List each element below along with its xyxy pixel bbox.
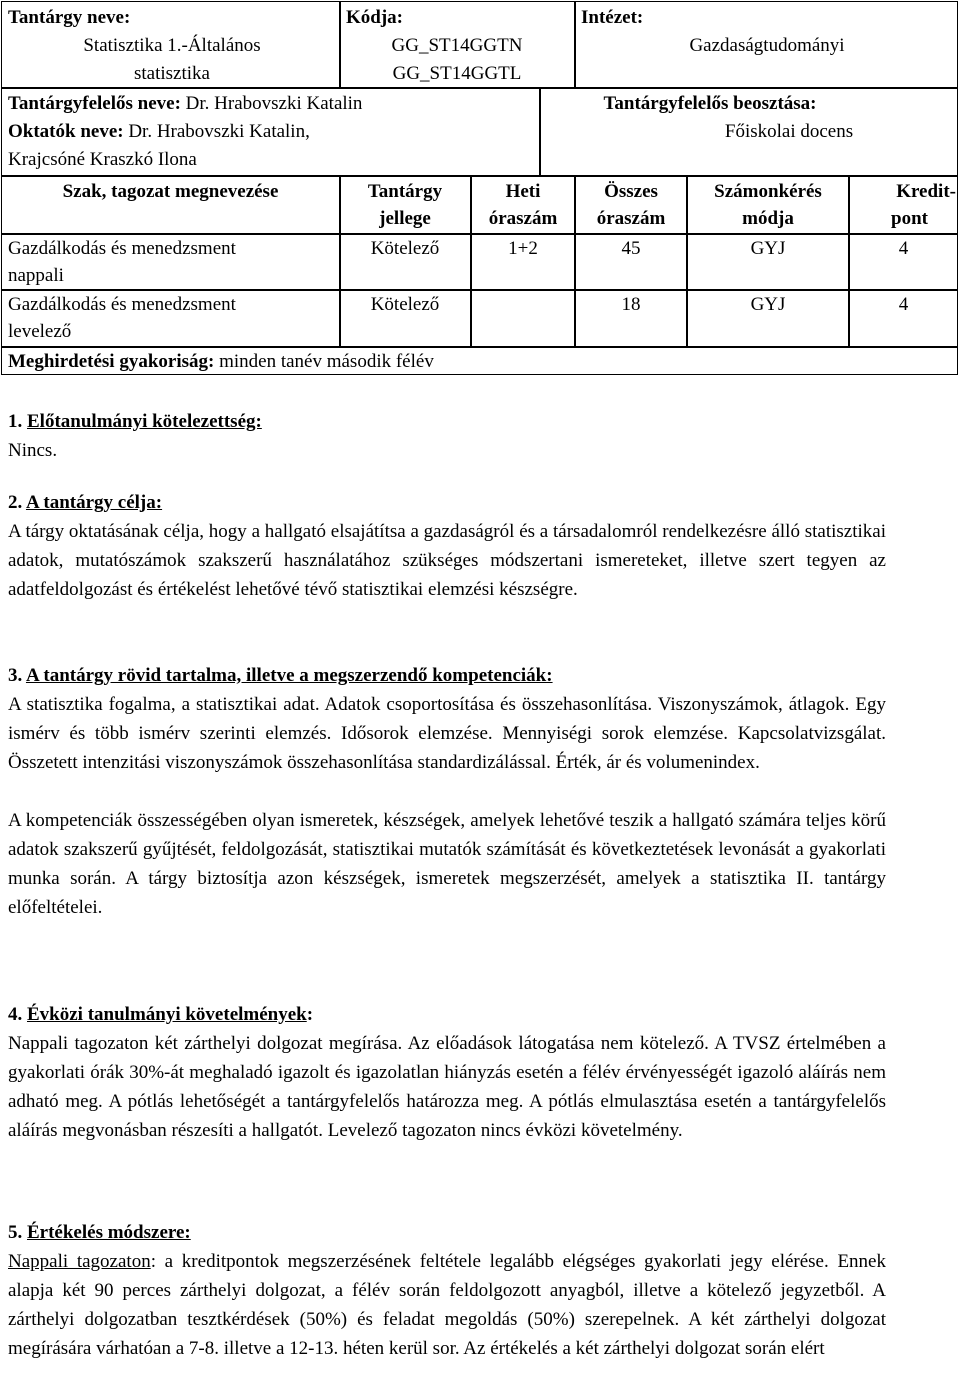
section-4-text: Nappali tagozaton két zárthelyi dolgozat megírása. Az előadások látogatása nem kötelező. A TVSZ értelmében a gyakorlati órák 30%-át meghaladó igazolt és igazolatlan hiányzás esetén a félév érvényességét igazoló aláírás nem adható meg. A pótlás lehetőségét a tantárgyfelelős határozza meg. A pótlás elmulasztása esetén a tantárgyfelelős aláírás megvonásban részesíti a hallgatót. Levelező tagozaton nincs évközi követelmény. — [8, 1033, 886, 1141]
section-2-heading — [8, 488, 886, 517]
teachers-label: Oktatók neve: — [8, 121, 124, 142]
col-header-assessment-1: Számonkérés — [714, 181, 822, 202]
section-1 — [8, 407, 886, 465]
institute-value: Gazdaságtudományi — [689, 35, 845, 56]
table-divider — [686, 176, 688, 347]
subject-name-line2: statisztika — [134, 63, 210, 84]
col-header-weekly-2: óraszám — [488, 208, 558, 229]
section-5-lead: Nappali tagozaton — [8, 1251, 151, 1272]
row2-assessment: GYJ — [750, 294, 786, 315]
section-2-text: A tárgy oktatásának célja, hogy a hallgató elsajátítsa a gazdaságról és a társadalomról rendelkezésre álló statisztikai adatok, mutatószámok szakszerű használatához szükséges módszertani ismereteket, illetve szert tegyen az adatfeldolgozást és értékelést lehetővé tévő statisztikai elemzési készségre. — [8, 521, 886, 600]
teachers-row — [8, 117, 310, 146]
col-header-total-1: Összes — [604, 181, 658, 202]
teachers-value-line2: Krajcsóné Kraszkó Ilona — [8, 149, 197, 170]
teachers-value-line1: Dr. Hrabovszki Katalin, — [128, 121, 310, 142]
responsible-row — [8, 89, 362, 118]
subject-name-line1: Statisztika 1.-Általános — [83, 35, 261, 56]
row1-assessment: GYJ — [750, 238, 786, 259]
col-header-program: Szak, tagozat megnevezése — [62, 181, 279, 202]
col-header-credit-1: Kredit- — [896, 181, 956, 202]
section-1-number: 1. — [8, 411, 23, 432]
col-header-total-2: óraszám — [596, 208, 666, 229]
section-5-body: : a kreditpontok megszerzésének feltétele legalább elégséges gyakorlati jegy elérése. Ennek alapja két 90 perces zárthelyi dolgozat, a félév során feldolgozott anyagból, illetve a kötelező jegyzetből. A zárthelyi dolgozatban tesztkérdések (50%) és feladat megoldás (50%) szerepelnek. A két zárthelyi dolgozat megírására várhatóan a 7-8. illetve a 12-13. héten kerül sor. Az értékelés a két zárthelyi dolgozat során elért — [8, 1251, 886, 1359]
section-1-heading — [8, 407, 886, 436]
frequency-row — [8, 347, 434, 376]
col-header-credit-2: pont — [891, 208, 928, 229]
row2-type: Kötelező — [370, 294, 440, 315]
section-2-title: A tantárgy célja: — [25, 492, 163, 513]
section-1-text: Nincs. — [8, 440, 58, 461]
subject-name-label: Tantárgy neve: — [8, 7, 131, 28]
row2-total: 18 — [621, 294, 641, 315]
section-5-heading — [8, 1218, 886, 1247]
row2-program-1: Gazdálkodás és menedzsment — [8, 294, 236, 315]
section-4-number: 4. — [8, 1004, 23, 1025]
position-value: Főiskolai docens — [724, 121, 854, 142]
section-4-title: Évközi tanulmányi követelmények — [27, 1004, 307, 1025]
row2-program-2: levelező — [8, 321, 72, 342]
frequency-value: minden tanév második félév — [219, 351, 434, 372]
frequency-label: Meghirdetési gyakoriság: — [8, 351, 215, 372]
section-4-heading — [8, 1000, 886, 1029]
section-3-text: A statisztika fogalma, a statisztikai adat. Adatok csoportosítása és összehasonlítása. Viszonyszámok, átlagok. Egy ismérv és több ismérv szerinti elemzés. Idősorok elemzése. Mennyiségi sorok elemzése. Kapcsolatvizsgálat. Összetett intenzitási viszonyszámok összehasonlítása standardizálással. Érték, ár és volumenindex. — [8, 694, 886, 773]
table-divider — [339, 1, 341, 88]
row1-program-1: Gazdálkodás és menedzsment — [8, 238, 236, 259]
row1-credit: 4 — [898, 238, 909, 259]
col-header-type-1: Tantárgy — [367, 181, 443, 202]
position-label: Tantárgyfelelős beosztása: — [603, 93, 817, 114]
section-4 — [8, 1000, 886, 1145]
section-2 — [8, 488, 886, 604]
table-divider — [339, 176, 341, 347]
section-2-number: 2. — [8, 492, 23, 513]
table-divider — [848, 176, 850, 347]
responsible-value: Dr. Hrabovszki Katalin — [185, 93, 363, 114]
col-header-weekly-1: Heti — [505, 181, 541, 202]
code-value-2: GG_ST14GGTL — [392, 63, 522, 84]
section-5 — [8, 1218, 886, 1363]
section-3-number: 3. — [8, 665, 23, 686]
col-header-assessment-2: módja — [742, 208, 794, 229]
code-value-1: GG_ST14GGTN — [391, 35, 523, 56]
row1-type: Kötelező — [370, 238, 440, 259]
section-5-text — [8, 1247, 886, 1363]
section-4-colon: : — [306, 1004, 314, 1025]
institute-label: Intézet: — [581, 7, 644, 28]
table-divider — [574, 176, 576, 347]
row1-program-2: nappali — [8, 265, 64, 286]
section-3 — [8, 661, 886, 922]
section-3-text-2: A kompetenciák összességében olyan ismeretek, készségek, amelyek lehetővé teszik a hallgató számára teljes körű adatok szakszerű gyűjtését, feldolgozását, statisztikai mutatók számítását és következtetések levonását a gyakorlati munka során. A tárgy biztosítja azon készségek, ismeretek megszerzését, amelyek a statisztika II. tantárgy előfeltételei. — [8, 810, 886, 918]
section-3-title: A tantárgy rövid tartalma, illetve a megszerzendő kompetenciák: — [25, 665, 553, 686]
row2-credit: 4 — [898, 294, 909, 315]
responsible-label: Tantárgyfelelős neve: — [8, 93, 181, 114]
row1-weekly: 1+2 — [508, 238, 538, 259]
section-5-number: 5. — [8, 1222, 23, 1243]
section-1-title: Előtanulmányi kötelezettség: — [27, 411, 262, 432]
section-5-title: Értékelés módszere: — [27, 1222, 191, 1243]
table-divider — [539, 88, 541, 176]
code-label: Kódja: — [346, 7, 403, 28]
table-divider — [470, 176, 472, 347]
table-divider — [574, 1, 576, 88]
row1-total: 45 — [621, 238, 641, 259]
col-header-type-2: jellege — [379, 208, 431, 229]
section-3-heading — [8, 661, 886, 690]
